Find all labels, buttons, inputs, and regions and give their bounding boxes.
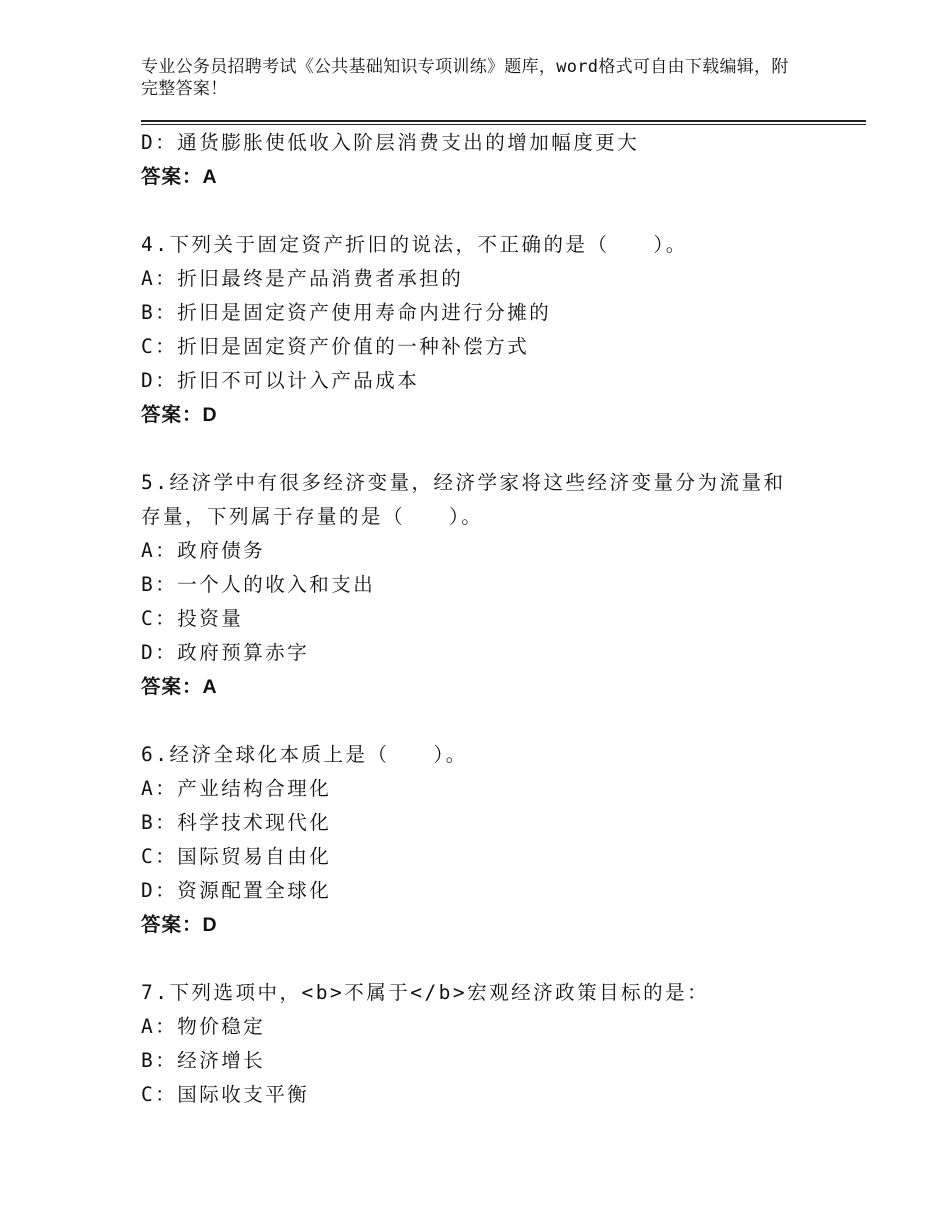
option-a: A：物价稳定 [141, 1015, 266, 1038]
option-c: C：投资量 [141, 607, 244, 630]
option-d: D：资源配置全球化 [141, 879, 332, 902]
option-a: A：政府债务 [141, 539, 266, 562]
answer-label: 答案：A [141, 676, 218, 698]
option-b: B：经济增长 [141, 1049, 266, 1072]
answer-label: 答案：A [141, 166, 218, 188]
header-divider-thick [141, 120, 866, 122]
option-a: A：产业结构合理化 [141, 777, 332, 800]
question-7 [141, 976, 801, 1112]
option-c: C：国际贸易自由化 [141, 845, 332, 868]
option-b: B：折旧是固定资产使用寿命内进行分摊的 [141, 301, 552, 324]
header-divider-thin [141, 124, 866, 125]
option-d: D：折旧不可以计入产品成本 [141, 369, 420, 392]
page-header: 专业公务员招聘考试《公共基础知识专项训练》题库，word格式可自由下载编辑，附完整答案！ [141, 57, 789, 99]
option-b: B：科学技术现代化 [141, 811, 332, 834]
option-d: D：通货膨胀使低收入阶层消费支出的增加幅度更大 [141, 131, 640, 154]
spacer [141, 194, 801, 228]
question-stem: 6.经济全球化本质上是（ ）。 [141, 743, 468, 766]
question-stem: 5.经济学中有很多经济变量，经济学家将这些经济变量分为流量和存量，下列属于存量的是（ ）。 [141, 471, 786, 528]
option-c: C：国际收支平衡 [141, 1083, 310, 1106]
spacer [141, 942, 801, 976]
option-b: B：一个人的收入和支出 [141, 573, 376, 596]
question-4 [141, 228, 801, 432]
option-d: D：政府预算赤字 [141, 641, 310, 664]
option-a: A：折旧最终是产品消费者承担的 [141, 267, 464, 290]
option-c: C：折旧是固定资产价值的一种补偿方式 [141, 335, 530, 358]
question-3-tail [141, 126, 801, 194]
answer-label: 答案：D [141, 404, 218, 426]
question-stem: 7.下列选项中，<b>不属于</b>宏观经济政策目标的是： [141, 981, 710, 1004]
spacer [141, 704, 801, 738]
spacer [141, 432, 801, 466]
question-6 [141, 738, 801, 942]
question-stem: 4.下列关于固定资产折旧的说法，不正确的是（ ）。 [141, 233, 688, 256]
question-content [141, 126, 801, 1112]
question-5 [141, 466, 801, 704]
answer-label: 答案：D [141, 914, 218, 936]
